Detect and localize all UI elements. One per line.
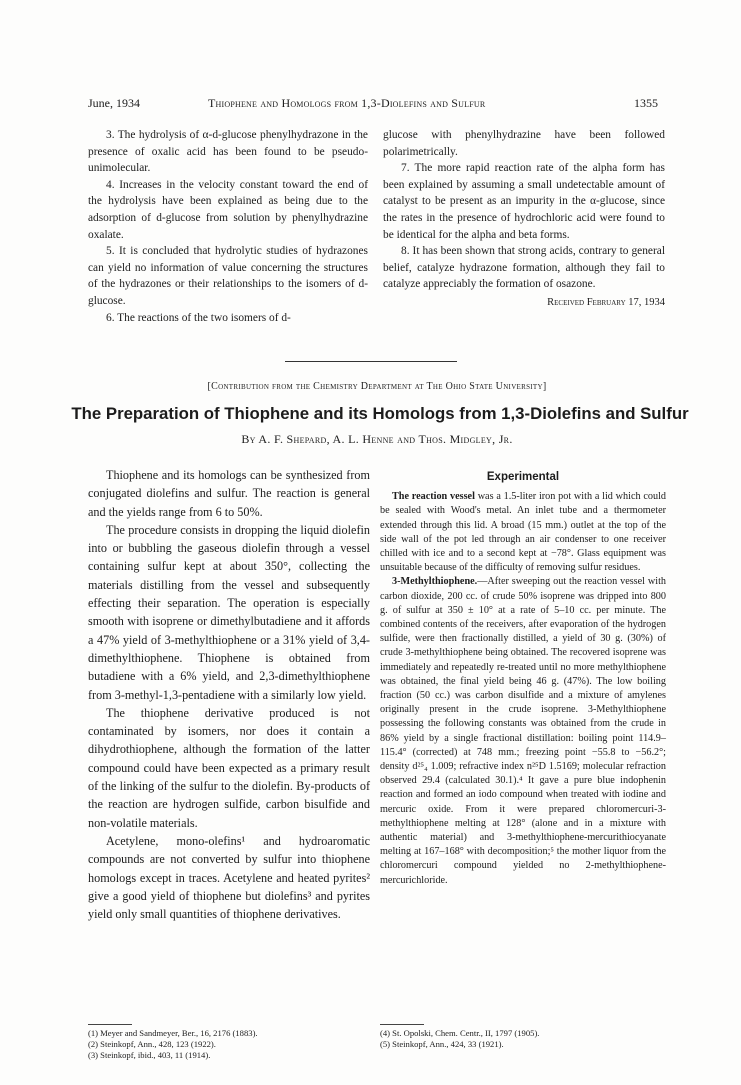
prev-article-left-column xyxy=(88,127,368,326)
prev-paragraph: 8. It has been shown that strong acids, contrary to general belief, catalyze hydrazone formation, although they fail to catalyze appreciably the formation of osazone. xyxy=(383,245,665,291)
footnote-rule xyxy=(380,1024,424,1025)
paragraph-text: —After sweeping out the reaction vessel with carbon dioxide, 200 cc. of crude 50% isoprene was dripped into 800 g. of sulfur at 350 ± 10° at a rate of 5–10 cc. per minute. The combined contents of the receivers, after evaporation of the hydrogen sulfide, were then fractionally distilled, a yield of 30 g. (30%) of crude 3-methylthiophene being obtained. The recovered isoprene was immediately and repeatedly re-treated until no more methylthiophene was obtained, the final yield being 46 g. (47%). The low boiling fraction (50 cc.) was carbon disulfide and a mixture of amylenes originally present in the crude isoprene. 3-Methylthiophene possessing the following constants was obtained from the crude in 86% yield by a single fractional distillation: boiling point 114.9–115.4° (corrected) at 748 mm.; freezing point −55.8 to −56.2°; density d²⁵₄ 1.009; refractive index n²⁵D 1.5169; molecular refraction observed 29.4 (calculated 30.1).⁴ It gave a pure blue indophenin reaction and formed an iodo compound when treated with iodine and mercuric oxide. From it were prepared chloromercuri-3-methylthiophene melting at 128° (alone and in a mixture with authentic material) and 3-methylthiophene-mercurithiocyanate melting at 167–168° with decomposition;⁵ the mother liquor from the chloromercuri compound yielded no 2-methylthiophene-mercurichloride. xyxy=(380,576,666,886)
run-in-heading: 3-Methylthiophene. xyxy=(392,576,478,588)
header-page-number: 1355 xyxy=(634,96,658,110)
experimental-heading: Experimental xyxy=(486,471,560,483)
prev-paragraph: 7. The more rapid reaction rate of the alpha form has been explained by assuming a small undetectable amount of catalyst to be present as an impurity in the α-glucose, since the rates in the presence of hydrochloric acid were found to be identical for the alpha and beta forms. xyxy=(383,162,665,241)
footnote: (1) Meyer and Sandmeyer, Ber., 16, 2176 (1883). xyxy=(88,1028,258,1038)
intro-column xyxy=(88,466,370,923)
contribution-line: [Contribution from the Chemistry Department at The Ohio State University] xyxy=(207,381,547,392)
run-in-heading: The reaction vessel xyxy=(392,491,475,503)
prev-article-right-column xyxy=(383,127,665,312)
footnotes-left xyxy=(88,1028,370,1061)
experimental-column xyxy=(380,470,666,888)
experimental-paragraph xyxy=(380,575,666,887)
footnote-rule xyxy=(88,1024,132,1025)
footnote: (2) Steinkopf, Ann., 428, 123 (1922). xyxy=(88,1039,216,1049)
prev-paragraph: 6. The reactions of the two isomers of d- xyxy=(106,311,291,324)
prev-paragraph: 3. The hydrolysis of α-d-glucose phenylhydrazone in the presence of oxalic acid has been found to be pseudo-unimolecular. xyxy=(88,129,368,175)
header-running-title: Thiophene and Homologs from 1,3-Diolefins and Sulfur xyxy=(208,96,486,110)
footnote: (5) Steinkopf, Ann., 424, 33 (1921). xyxy=(380,1039,504,1049)
header-date: June, 1934 xyxy=(88,96,140,110)
footnotes-right xyxy=(380,1028,666,1050)
footnote: (4) St. Opolski, Chem. Centr., II, 1797 (1905). xyxy=(380,1028,540,1038)
prev-paragraph: 5. It is concluded that hydrolytic studies of hydrazones can yield no information of value concerning the structures of the hydrazones or their relationships to the isomers of d-glucose. xyxy=(88,245,368,307)
article-title: The Preparation of Thiophene and its Homologs from 1,3-Diolefins and Sulfur xyxy=(71,404,689,423)
experimental-paragraph xyxy=(380,490,666,575)
body-paragraph: The procedure consists in dropping the liquid diolefin into or bubbling the gaseous diolefin through a vessel containing sulfur kept at about 350°, collecting the materials distilling from the vessel and subsequently effecting their separation. The operation is especially smooth with isoprene or dimethylbutadiene and it affords a 47% yield of 3-methylthiophene or a 31% yield of 3,4-dimethylthiophene. Thiophene is obtained from butadiene with a 6% yield, and 2,3-dimethylthiophene from 3-methyl-1,3-pentadiene with a similarly low yield. xyxy=(88,522,370,702)
footnote: (3) Steinkopf, ibid., 403, 11 (1914). xyxy=(88,1050,211,1060)
prev-paragraph: 4. Increases in the velocity constant toward the end of the hydrolysis have been explained as being due to the adsorption of d-glucose from solution by phenylhydrazine oxalate. xyxy=(88,178,368,241)
running-header xyxy=(88,96,658,114)
paragraph-text: was a 1.5-liter iron pot with a lid which could be sealed with Wood's metal. An inlet tube and a thermometer extended through this lid. A broad (15 mm.) outlet at the top of the side wall of the pot led through an air condenser to one receiver chilled with ice and to a second kept at −78°. Glass equipment was unsuitable because of the difficulty of removing sulfur residues. xyxy=(380,491,666,574)
body-paragraph: Acetylene, mono-olefins¹ and hydroaromatic compounds are not converted by sulfur into thiophene homologs except in traces. Acetylene and heated pyrites² give a good yield of thiophene but diolefins³ and pyrites yield only small quantities of thiophene derivatives. xyxy=(88,833,370,922)
section-divider xyxy=(285,361,457,362)
byline: By A. F. Shepard, A. L. Henne and Thos. Midgley, Jr. xyxy=(241,432,513,446)
body-paragraph: Thiophene and its homologs can be synthesized from conjugated diolefins and sulfur. The reaction is general and the yields range from 6 to 50%. xyxy=(88,468,370,519)
received-date: Received February 17, 1934 xyxy=(547,296,665,308)
prev-paragraph: glucose with phenylhydrazine have been followed polarimetrically. xyxy=(383,129,665,158)
body-paragraph: The thiophene derivative produced is not contaminated by isomers, nor does it contain a dihydrothiophene, although the formation of the latter compound could have been expected as a primary result of the linking of the sulfur to the diolefin. By-products of the reaction are hydrogen sulfide, carbon bisulfide and non-volatile materials. xyxy=(88,705,370,830)
